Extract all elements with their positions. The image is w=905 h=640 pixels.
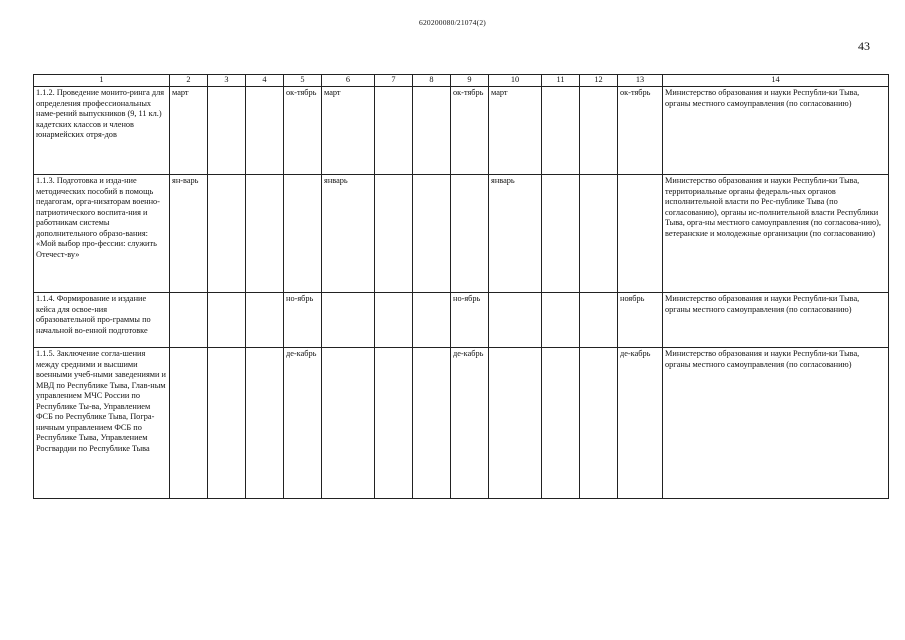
period-cell (375, 348, 413, 499)
period-cell (489, 293, 542, 348)
period-cell: ок-тябрь (284, 87, 322, 175)
column-header: 7 (375, 75, 413, 87)
period-cell: де-кабрь (618, 348, 663, 499)
period-cell (322, 348, 375, 499)
column-header: 2 (170, 75, 208, 87)
table-row (34, 293, 889, 348)
period-cell (542, 348, 580, 499)
period-cell: ок-тябрь (451, 87, 489, 175)
period-cell: март (489, 87, 542, 175)
period-cell: ок-тябрь (618, 87, 663, 175)
activity-cell: 1.1.2. Проведение монито-ринга для определения профессиональных наме-рений выпускников (9, 11 кл.) кадетских классов и членов юнармейских отря-дов (34, 87, 170, 175)
period-cell (542, 293, 580, 348)
column-header: 9 (451, 75, 489, 87)
responsible-cell: Министерство образования и науки Республи-ки Тыва, органы местного самоуправления (по согласованию) (663, 293, 889, 348)
column-header: 13 (618, 75, 663, 87)
responsible-cell: Министерство образования и науки Республи-ки Тыва, территориальные органы федераль-ных органов исполнительной власти по Рес-публике Тыва (по согласованию), органы ис-полнительной власти Республики Тыва, орга-ны местного самоуправления (по согласова-нию), ветеранские и молодежные организации (по согласованию) (663, 175, 889, 293)
period-cell: март (322, 87, 375, 175)
period-cell: де-кабрь (451, 348, 489, 499)
page-number: 43 (858, 39, 870, 53)
period-cell: январь (489, 175, 542, 293)
period-cell (246, 87, 284, 175)
period-cell (542, 175, 580, 293)
column-header: 14 (663, 75, 889, 87)
column-header: 3 (208, 75, 246, 87)
column-header: 4 (246, 75, 284, 87)
period-cell (542, 87, 580, 175)
column-header: 6 (322, 75, 375, 87)
period-cell (618, 175, 663, 293)
period-cell: де-кабрь (284, 348, 322, 499)
period-cell (375, 175, 413, 293)
period-cell (375, 293, 413, 348)
period-cell (284, 175, 322, 293)
period-cell: но-ябрь (451, 293, 489, 348)
period-cell (170, 293, 208, 348)
responsible-cell: Министерство образования и науки Республи-ки Тыва, органы местного самоуправления (по согласованию) (663, 348, 889, 499)
schedule-table (33, 74, 889, 499)
period-cell (580, 293, 618, 348)
period-cell (375, 87, 413, 175)
column-header: 1 (34, 75, 170, 87)
table-row (34, 175, 889, 293)
period-cell (451, 175, 489, 293)
period-cell (246, 293, 284, 348)
activity-cell: 1.1.3. Подготовка и изда-ние методических пособий в помощь педагогам, орга-низаторам военно-патриотического воспита-ния и работникам системы дополнительного образо-вания: «Мой выбор про-фессии: служить Отечест-ву» (34, 175, 170, 293)
period-cell (208, 87, 246, 175)
period-cell (413, 175, 451, 293)
period-cell (170, 348, 208, 499)
period-cell (580, 175, 618, 293)
period-cell (208, 175, 246, 293)
period-cell: январь (322, 175, 375, 293)
column-number-row (34, 75, 889, 87)
period-cell (413, 348, 451, 499)
period-cell (413, 87, 451, 175)
period-cell (246, 175, 284, 293)
period-cell: но-ябрь (284, 293, 322, 348)
period-cell (208, 348, 246, 499)
column-header: 5 (284, 75, 322, 87)
period-cell: март (170, 87, 208, 175)
period-cell (208, 293, 246, 348)
responsible-cell: Министерство образования и науки Республи-ки Тыва, органы местного самоуправления (по согласованию) (663, 87, 889, 175)
period-cell (413, 293, 451, 348)
period-cell (580, 348, 618, 499)
period-cell: ноябрь (618, 293, 663, 348)
column-header: 10 (489, 75, 542, 87)
document-id: 620200080/21074(2) (419, 18, 486, 27)
period-cell (322, 293, 375, 348)
period-cell (489, 348, 542, 499)
column-header: 12 (580, 75, 618, 87)
table-row (34, 87, 889, 175)
column-header: 8 (413, 75, 451, 87)
period-cell (580, 87, 618, 175)
period-cell: ян-варь (170, 175, 208, 293)
column-header: 11 (542, 75, 580, 87)
activity-cell: 1.1.4. Формирование и издание кейса для освое-ния образовательной про-граммы по начальной во-енной подготовке (34, 293, 170, 348)
activity-cell: 1.1.5. Заключение согла-шения между средними и высшими военными учеб-ными заведениями и МВД по Республике Тыва, Глав-ным управлением МЧС России по Республике Ты-ва, Управлением ФСБ по Республике Тыва, Погра-ничным управлением ФСБ по Республике Тыва, Управлением Росгвардии по Республике Тыва (34, 348, 170, 499)
table-row (34, 348, 889, 499)
period-cell (246, 348, 284, 499)
